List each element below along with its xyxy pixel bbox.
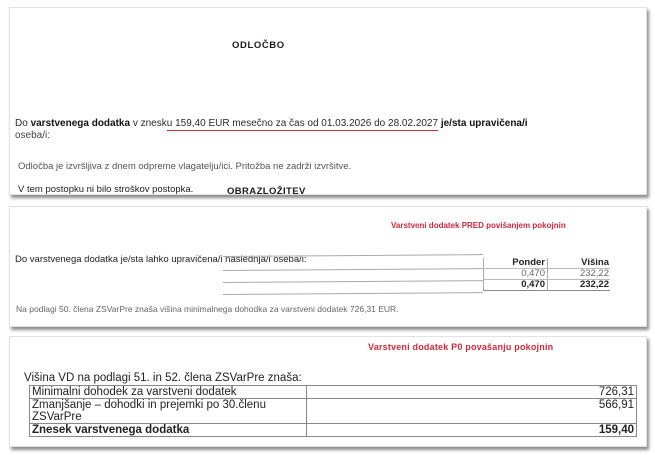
text-prefix: Do bbox=[15, 118, 31, 129]
rule-line bbox=[223, 268, 483, 271]
table-row bbox=[30, 399, 637, 424]
table-header-row bbox=[484, 258, 611, 269]
decision-continuation: oseba/i: bbox=[15, 130, 51, 141]
annotation-after-increase: Varstveni dodatek P0 povašanju pokojnin bbox=[368, 342, 554, 352]
total-ponder: 0,470 bbox=[484, 280, 548, 291]
header-visina: Višina bbox=[548, 258, 611, 269]
row-value: 566,91 bbox=[307, 399, 637, 424]
calculation-table bbox=[29, 385, 637, 437]
total-visina: 232,22 bbox=[548, 280, 611, 291]
minimum-income-footnote: Na podlagi 50. člena ZSVarPre znaša višina minimalnega dohodka za varstveni dodatek 726,31 EUR. bbox=[16, 304, 399, 314]
reasoning-title: OBRAZLOŽITEV bbox=[227, 186, 306, 197]
table-total-row bbox=[30, 424, 637, 437]
calculation-intro: Višina VD na podlagi 51. in 52. člena ZSVarPre znaša: bbox=[24, 372, 302, 384]
text-bold-eligible: je/sta upravičena/i bbox=[440, 118, 528, 129]
header-ponder: Ponder bbox=[484, 258, 548, 269]
decision-title: ODLOČBO bbox=[232, 40, 285, 51]
weights-table bbox=[483, 258, 610, 291]
table-row bbox=[484, 269, 611, 280]
table-rule-lines bbox=[223, 256, 483, 296]
enforceability-text: Odločba je izvršljiva z dnem odpreme vlagatelju/ici. Pritožba ne zadrži izvršitve. bbox=[18, 161, 352, 172]
rule-line bbox=[223, 292, 483, 295]
row-value: 726,31 bbox=[307, 386, 637, 399]
total-value: 159,40 bbox=[307, 424, 637, 437]
row-label: Zmanjšanje – dohodki in prejemki po 30.členu ZSVarPre bbox=[30, 399, 307, 424]
decision-main-sentence bbox=[15, 118, 528, 129]
cell-ponder: 0,470 bbox=[484, 269, 548, 280]
rule-line bbox=[223, 280, 483, 283]
before-increase-panel bbox=[9, 206, 647, 327]
total-label: Znesek varstvenega dodatka bbox=[30, 424, 307, 437]
row-label: Minimalni dohodek za varstveni dodatek bbox=[30, 386, 307, 399]
text-bold-benefit: varstvenega dodatka bbox=[30, 118, 131, 129]
highlighted-amount-period: u 159,40 EUR mesečno za čas od 01.03.2026 do 28.02.2027 bbox=[166, 118, 439, 129]
text-mid: v znesk bbox=[130, 118, 167, 129]
table-total-row bbox=[484, 280, 611, 291]
cell-visina: 232,22 bbox=[548, 269, 611, 280]
annotation-before-increase: Varstveni dodatek PRED povišanjem pokojnin bbox=[391, 221, 566, 230]
eligible-persons-intro: Do varstvenega dodatka je/sta lahko upravičena/i naslednja/i oseba/i: bbox=[15, 254, 307, 265]
costs-text: V tem postopku ni bilo stroškov postopka. bbox=[18, 184, 194, 195]
table-row bbox=[30, 386, 637, 399]
decision-excerpt-panel bbox=[9, 7, 647, 195]
after-increase-panel bbox=[9, 336, 647, 447]
